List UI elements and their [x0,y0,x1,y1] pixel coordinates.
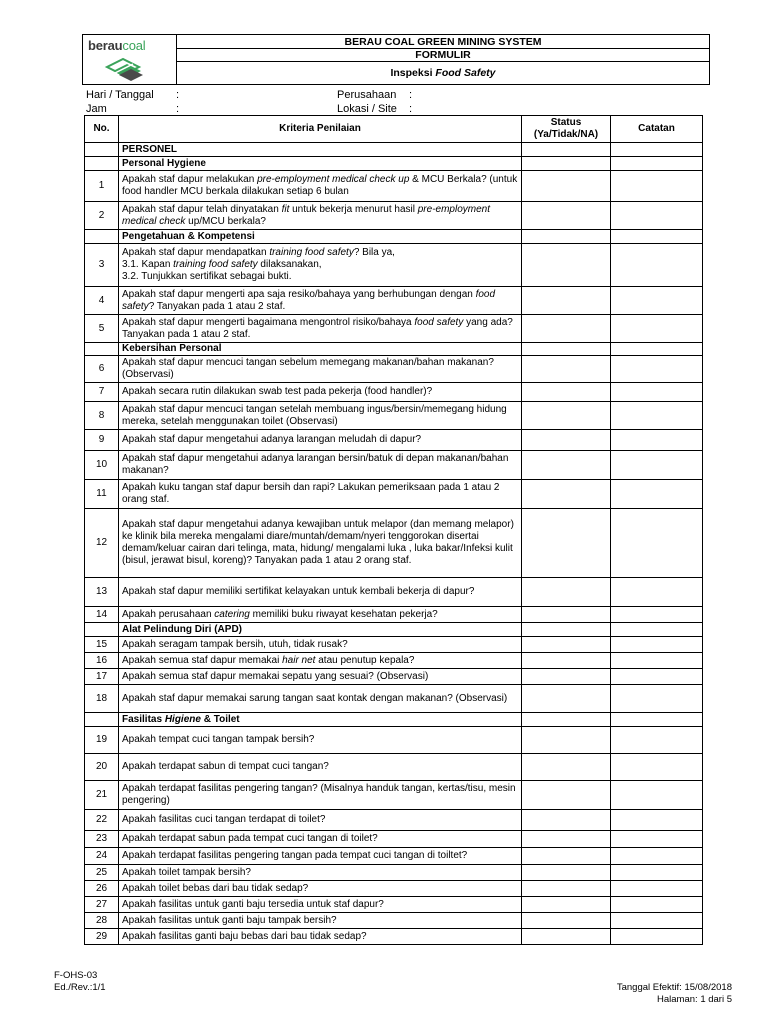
criteria-text: Apakah staf dapur mencuci tangan setelah membuang ingus/bersin/memegang hidung mereka, setelah menggunakan toilet (Observasi) [119,402,522,430]
table-row: 12 Apakah staf dapur mengetahui adanya kewajiban untuk melapor (dan memang melapor) ke klinik bila mereka mengalami diare/muntah/demam/nyeri tenggorokan disertai demam/keluar cairan dari telinga, mata, hidung/ mengalami luka , luka bakar/Infeksi kulit (bisul, jerawat bisul, koreng)? Tanyakan pada 1 atau 2 orang staf. [85,509,703,578]
criteria-text: Apakah seragam tampak bersih, utuh, tidak rusak? [119,637,522,653]
col-criteria: Kriteria Penilaian [119,116,522,143]
section-row [85,157,703,171]
form-type: FORMULIR [177,49,709,62]
table-row: 16 Apakah semua staf dapur memakai hair net atau penutup kepala? [85,653,703,669]
status-cell[interactable] [522,669,611,685]
table-row: 28 Apakah fasilitas untuk ganti baju tampak bersih? [85,913,703,929]
inspection-table [84,115,703,945]
criteria-text: Apakah toilet bebas dari bau tidak sedap? [119,881,522,897]
notes-cell[interactable] [611,402,703,430]
status-cell[interactable] [522,430,611,451]
notes-cell[interactable] [611,315,703,343]
notes-cell[interactable] [611,287,703,315]
table-row: 7 Apakah secara rutin dilakukan swab test pada pekerja (food handler)? [85,383,703,402]
section-facilities: Fasilitas Higiene & Toilet [119,713,522,727]
table-row: 11 Apakah kuku tangan staf dapur bersih dan rapi? Lakukan pemeriksaan pada 1 atau 2 orang staf. [85,480,703,509]
notes-cell[interactable] [611,637,703,653]
section-row [85,143,703,157]
criteria-text: Apakah tempat cuci tangan tampak bersih? [119,727,522,754]
criteria-text: Apakah kuku tangan staf dapur bersih dan rapi? Lakukan pemeriksaan pada 1 atau 2 orang staf. [119,480,522,509]
criteria-text: Apakah staf dapur mengetahui adanya kewajiban untuk melapor (dan memang melapor) ke klinik bila mereka mengalami diare/muntah/demam/nyeri tenggorokan disertai demam/keluar cairan dari telinga, mata, hidung/ mengalami luka , luka bakar/Infeksi kulit (bisul, jerawat bisul, koreng)? Tanyakan pada 1 atau 2 orang staf. [119,509,522,578]
notes-cell[interactable] [611,430,703,451]
status-cell[interactable] [522,781,611,810]
status-cell[interactable] [522,509,611,578]
criteria-text: Apakah staf dapur mencuci tangan sebelum memegang makanan/bahan makanan? (Observasi) [119,356,522,383]
status-cell[interactable] [522,929,611,945]
form-header [82,34,710,85]
status-cell[interactable] [522,451,611,480]
table-header-row [85,116,703,143]
time-colon: : [176,103,180,115]
col-status: Status (Ya/Tidak/NA) [522,116,611,143]
notes-cell[interactable] [611,810,703,831]
table-row: 5 Apakah staf dapur mengerti bagaimana mengontrol risiko/bahaya food safety yang ada? Tanyakan pada 1 atau 2 staf. [85,315,703,343]
notes-cell[interactable] [611,754,703,781]
status-cell[interactable] [522,356,611,383]
col-no: No. [85,116,119,143]
notes-cell[interactable] [611,881,703,897]
section-ppe: Alat Pelindung Diri (APD) [119,623,522,637]
status-cell[interactable] [522,637,611,653]
notes-cell[interactable] [611,831,703,848]
table-row: 24 Apakah terdapat fasilitas pengering tangan pada tempat cuci tangan di toiltet? [85,848,703,865]
table-row: 4 Apakah staf dapur mengerti apa saja resiko/bahaya yang berhubungan dengan food safety? Tanyakan pada 1 atau 2 staf. [85,287,703,315]
table-row: 21 Apakah terdapat fasilitas pengering tangan? (Misalnya handuk tangan, kertas/tisu, mesin pengering) [85,781,703,810]
notes-cell[interactable] [611,913,703,929]
criteria-text: Apakah staf dapur mengetahui adanya larangan bersin/batuk di depan makanan/bahan makanan? [119,451,522,480]
revision: Ed./Rev.:1/1 [54,982,106,993]
status-cell[interactable] [522,315,611,343]
company-label: Perusahaan [337,89,397,101]
notes-cell[interactable] [611,669,703,685]
section-row [85,230,703,244]
notes-cell[interactable] [611,781,703,810]
form-code: F-OHS-03 [54,970,98,981]
footer-right [617,982,732,1006]
notes-cell[interactable] [611,685,703,713]
notes-cell[interactable] [611,509,703,578]
logo [83,35,177,84]
notes-cell[interactable] [611,848,703,865]
criteria-text: Apakah staf dapur melakukan pre-employment medical check up & MCU Berkala? (untuk food handler MCU berkala dilakukan setiap 6 bulan [119,171,522,202]
table-row: 10 Apakah staf dapur mengetahui adanya larangan bersin/batuk di depan makanan/bahan makanan? [85,451,703,480]
table-row: 3 Apakah staf dapur mendapatkan training food safety? Bila ya, 3.1. Kapan training food safety dilaksanakan, 3.2. Tunjukkan sertifikat sebagai bukti. [85,244,703,287]
location-colon: : [409,103,413,115]
date-colon: : [176,89,180,101]
time-label: Jam [86,103,107,115]
criteria-text: Apakah fasilitas cuci tangan terdapat di toilet? [119,810,522,831]
status-cell[interactable] [522,897,611,913]
criteria-text: Apakah semua staf dapur memakai sepatu yang sesuai? (Observasi) [119,669,522,685]
criteria-text: Apakah staf dapur mengerti apa saja resiko/bahaya yang berhubungan dengan food safety? Tanyakan pada 1 atau 2 staf. [119,287,522,315]
notes-cell[interactable] [611,451,703,480]
criteria-text: Apakah perusahaan catering memiliki buku riwayat kesehatan pekerja? [119,607,522,623]
form-page [82,34,710,945]
table-row: 17 Apakah semua staf dapur memakai sepatu yang sesuai? (Observasi) [85,669,703,685]
status-cell[interactable] [522,480,611,509]
table-row: 22 Apakah fasilitas cuci tangan terdapat di toilet? [85,810,703,831]
company-colon: : [409,89,413,101]
status-cell[interactable] [522,685,611,713]
table-row: 29 Apakah fasilitas ganti baju bebas dari bau tidak sedap? [85,929,703,945]
table-row: 25 Apakah toilet tampak bersih? [85,865,703,881]
section-row [85,343,703,356]
location-label: Lokasi / Site [337,103,397,115]
table-row: 19 Apakah tempat cuci tangan tampak bersih? [85,727,703,754]
notes-cell[interactable] [611,897,703,913]
criteria-text: Apakah semua staf dapur memakai hair net atau penutup kepala? [119,653,522,669]
date-label: Hari / Tanggal [86,89,154,101]
info-fields [82,85,710,115]
criteria-text: Apakah terdapat fasilitas pengering tangan pada tempat cuci tangan di toiltet? [119,848,522,865]
header-titles [177,35,709,84]
table-row: 15 Apakah seragam tampak bersih, utuh, tidak rusak? [85,637,703,653]
criteria-text: Apakah staf dapur telah dinyatakan fit untuk bekerja menurut hasil pre-employment medical check up/MCU berkala? [119,202,522,230]
notes-cell[interactable] [611,727,703,754]
status-cell[interactable] [522,831,611,848]
status-cell[interactable] [522,848,611,865]
status-cell[interactable] [522,881,611,897]
notes-cell[interactable] [611,865,703,881]
criteria-text: Apakah fasilitas untuk ganti baju tersedia untuk staf dapur? [119,897,522,913]
table-row: 26 Apakah toilet bebas dari bau tidak sedap? [85,881,703,897]
table-row: 9 Apakah staf dapur mengetahui adanya larangan meludah di dapur? [85,430,703,451]
table-row: 2 Apakah staf dapur telah dinyatakan fit untuk bekerja menurut hasil pre-employment medical check up/MCU berkala? [85,202,703,230]
notes-cell[interactable] [611,653,703,669]
notes-cell[interactable] [611,383,703,402]
status-cell[interactable] [522,727,611,754]
status-cell[interactable] [522,578,611,607]
system-title: BERAU COAL GREEN MINING SYSTEM [177,35,709,49]
table-row: 23 Apakah terdapat sabun pada tempat cuci tangan di toilet? [85,831,703,848]
table-row: 27 Apakah fasilitas untuk ganti baju tersedia untuk staf dapur? [85,897,703,913]
status-cell[interactable] [522,913,611,929]
criteria-text: Apakah toilet tampak bersih? [119,865,522,881]
criteria-text: Apakah terdapat sabun di tempat cuci tangan? [119,754,522,781]
criteria-text: Apakah fasilitas ganti baju bebas dari bau tidak sedap? [119,929,522,945]
section-row [85,713,703,727]
status-cell[interactable] [522,865,611,881]
status-cell[interactable] [522,810,611,831]
status-cell[interactable] [522,383,611,402]
criteria-text: Apakah staf dapur mengerti bagaimana mengontrol risiko/bahaya food safety yang ada? Tanyakan pada 1 atau 2 staf. [119,315,522,343]
status-cell[interactable] [522,244,611,287]
criteria-text: Apakah fasilitas untuk ganti baju tampak bersih? [119,913,522,929]
notes-cell[interactable] [611,480,703,509]
section-cleanliness: Kebersihan Personal [119,343,522,356]
notes-cell[interactable] [611,171,703,202]
status-cell[interactable] [522,607,611,623]
notes-cell[interactable] [611,244,703,287]
page-number: Halaman: 1 dari 5 [657,994,732,1005]
notes-cell[interactable] [611,578,703,607]
table-row: 14 Apakah perusahaan catering memiliki buku riwayat kesehatan pekerja? [85,607,703,623]
criteria-text: Apakah staf dapur mengetahui adanya larangan meludah di dapur? [119,430,522,451]
status-cell[interactable] [522,653,611,669]
criteria-text: Apakah terdapat fasilitas pengering tangan? (Misalnya handuk tangan, kertas/tisu, mesin pengering) [119,781,522,810]
section-row [85,623,703,637]
berau-coal-logo-icon [103,53,147,83]
logo-text: beraucoal [88,38,146,53]
criteria-text: Apakah staf dapur memiliki sertifikat kelayakan untuk kembali bekerja di dapur? [119,578,522,607]
form-title: Inspeksi Food Safety [390,67,496,79]
footer-left [54,970,106,994]
status-cell[interactable] [522,402,611,430]
col-notes: Catatan [611,116,703,143]
criteria-text: Apakah staf dapur mendapatkan training food safety? Bila ya, 3.1. Kapan training food safety dilaksanakan, 3.2. Tunjukkan sertifikat sebagai bukti. [119,244,522,287]
section-knowledge: Pengetahuan & Kompetensi [119,230,522,244]
criteria-text: Apakah secara rutin dilakukan swab test pada pekerja (food handler)? [119,383,522,402]
table-row: 13 Apakah staf dapur memiliki sertifikat kelayakan untuk kembali bekerja di dapur? [85,578,703,607]
notes-cell[interactable] [611,929,703,945]
section-personel: PERSONEL [119,143,522,157]
criteria-text: Apakah staf dapur memakai sarung tangan saat kontak dengan makanan? (Observasi) [119,685,522,713]
effective-date: Tanggal Efektif: 15/08/2018 [616,982,732,993]
criteria-text: Apakah terdapat sabun pada tempat cuci tangan di toilet? [119,831,522,848]
table-row: 20 Apakah terdapat sabun di tempat cuci tangan? [85,754,703,781]
status-cell[interactable] [522,287,611,315]
table-row: 8 Apakah staf dapur mencuci tangan setelah membuang ingus/bersin/memegang hidung mereka, setelah menggunakan toilet (Observasi) [85,402,703,430]
notes-cell[interactable] [611,356,703,383]
notes-cell[interactable] [611,607,703,623]
notes-cell[interactable] [611,202,703,230]
status-cell[interactable] [522,202,611,230]
table-row: 18 Apakah staf dapur memakai sarung tangan saat kontak dengan makanan? (Observasi) [85,685,703,713]
table-row: 6 Apakah staf dapur mencuci tangan sebelum memegang makanan/bahan makanan? (Observasi) [85,356,703,383]
status-cell[interactable] [522,171,611,202]
section-hygiene: Personal Hygiene [119,157,522,171]
status-cell[interactable] [522,754,611,781]
table-row: 1 Apakah staf dapur melakukan pre-employment medical check up & MCU Berkala? (untuk food handler MCU berkala dilakukan setiap 6 bulan [85,171,703,202]
